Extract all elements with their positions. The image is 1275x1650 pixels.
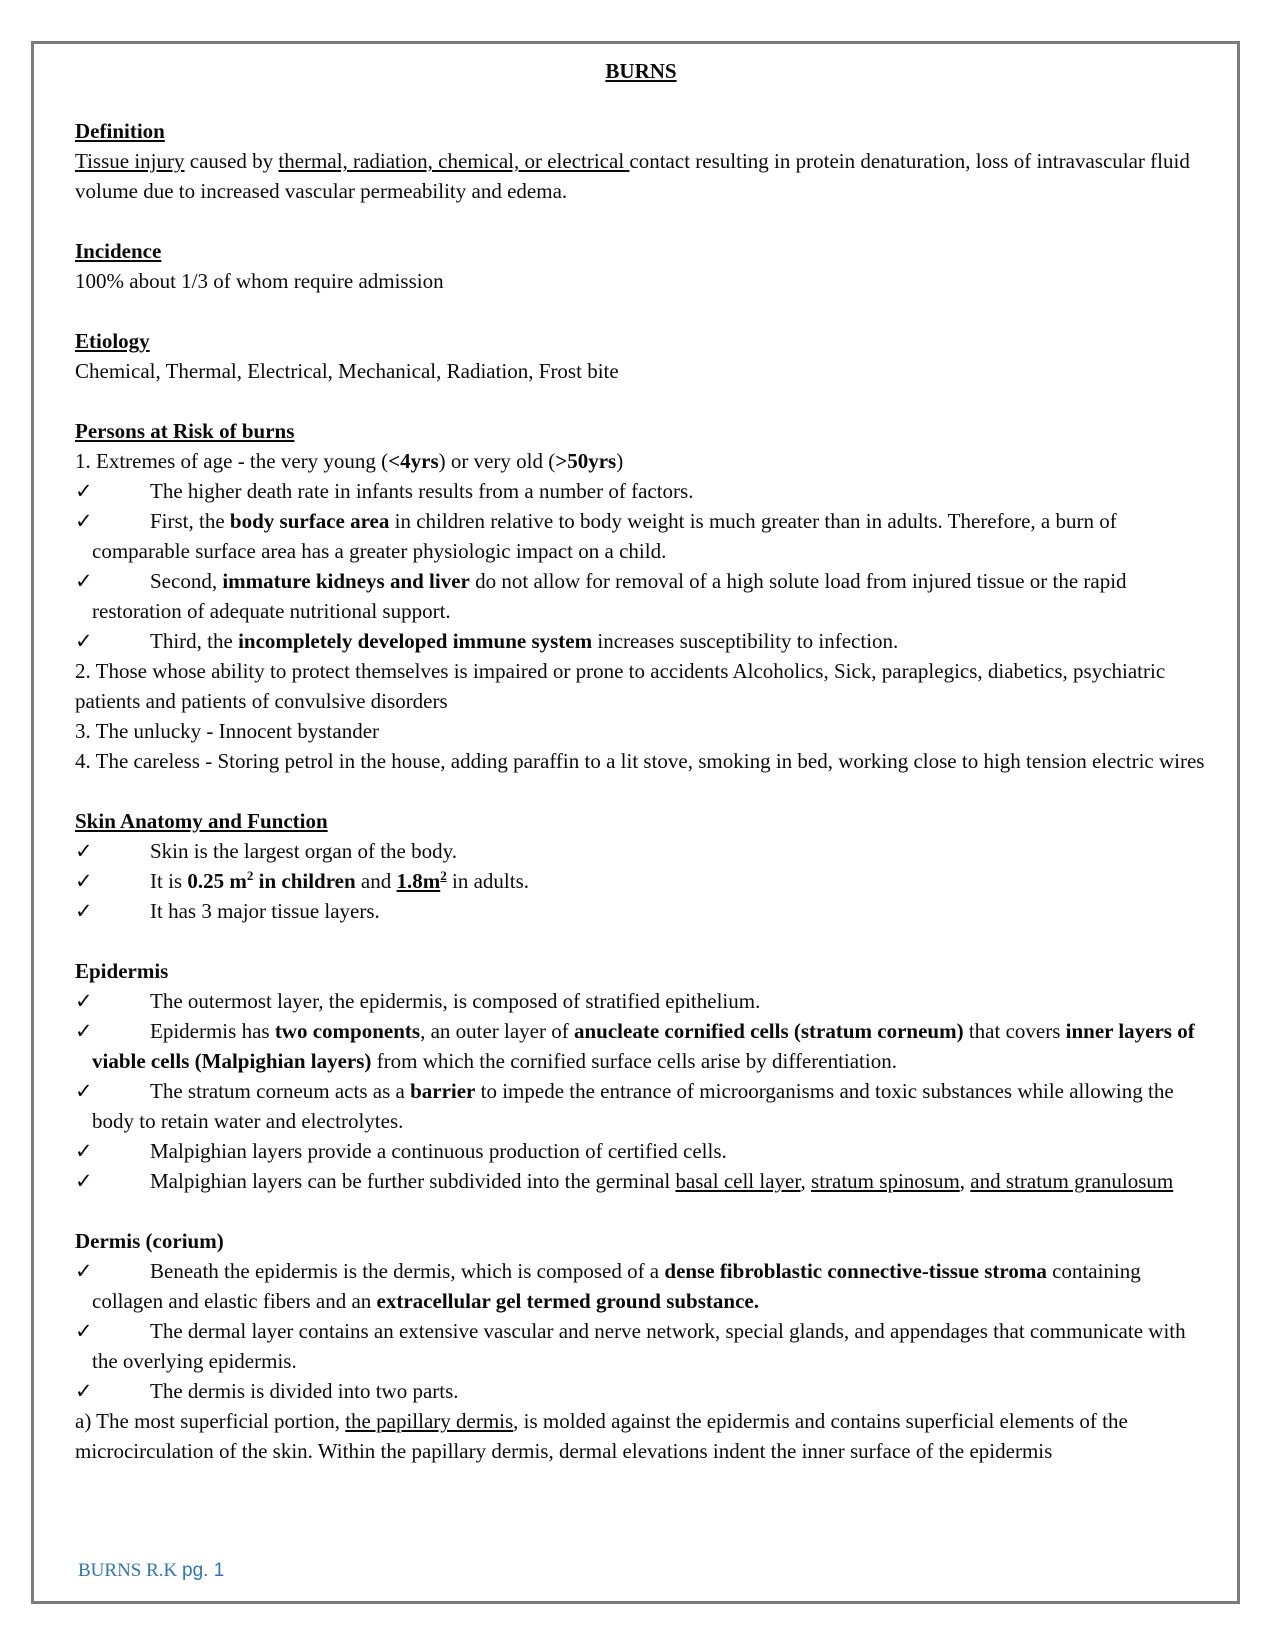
text-run: 4. The careless - Storing petrol in the house, adding paraffin to a lit stove, smoking in bed, working close to high tension electric wires	[75, 749, 1205, 773]
text-run: and	[355, 869, 397, 893]
checkmark-icon: ✓	[75, 1259, 93, 1283]
checkmark-icon: ✓	[75, 509, 93, 533]
text-run: Third, the	[150, 629, 239, 653]
text-run: basal cell layer	[675, 1169, 801, 1193]
bullet-item	[75, 506, 1207, 566]
blank-line	[75, 776, 1207, 806]
text-run: in adults.	[446, 869, 530, 893]
text-run: , is molded against the epidermis and contains superficial elements of the microcirculation of the skin. Within the papillary dermis, dermal elevations indent the inner surface of the epidermis	[75, 1409, 1134, 1463]
text-run: caused by	[184, 149, 279, 173]
text-run: containing collagen and elastic fibers and an	[92, 1259, 1146, 1313]
text-run: a) The most superficial portion,	[75, 1409, 346, 1433]
footer-page-number: pg. 1	[182, 1560, 225, 1581]
text-run: Epidermis has	[150, 1019, 275, 1043]
document-page	[31, 41, 1240, 1604]
checkmark-icon: ✓	[75, 629, 93, 653]
text-run: 2	[440, 868, 447, 883]
bullet-item	[75, 836, 1207, 866]
text-run: thermal, radiation, chemical, or electrical	[278, 149, 630, 173]
blank-line	[75, 1196, 1207, 1226]
text-run: Malpighian layers provide a continuous production of certified cells.	[150, 1139, 727, 1163]
text-run: 3. The unlucky - Innocent bystander	[75, 719, 380, 743]
footer-source-text: BURNS R.K	[78, 1560, 182, 1581]
bullet-item	[75, 1076, 1207, 1136]
text-run: contact resulting in protein denaturation, loss of intravascular fluid volume due to increased vascular permeability and edema.	[75, 149, 1196, 203]
section-heading-etiology: Etiology	[75, 329, 150, 353]
text-run: Skin is the largest organ of the body.	[150, 839, 457, 863]
section-heading-skin-anatomy: Skin Anatomy and Function	[75, 809, 328, 833]
text-run: , an outer layer of	[420, 1019, 574, 1043]
checkmark-icon: ✓	[75, 479, 93, 503]
checkmark-icon: ✓	[75, 869, 93, 893]
bullet-item	[75, 476, 1207, 506]
text-run: in children	[253, 869, 356, 893]
document-body	[34, 44, 1237, 1466]
text-run: ) or very old (	[438, 449, 556, 473]
text-run: The dermal layer contains an extensive vascular and nerve network, special glands, and appendages that communicate with the overlying epidermis.	[92, 1319, 1191, 1373]
paragraph	[75, 356, 1207, 386]
text-run: 0.25 m	[187, 869, 247, 893]
text-run: The stratum corneum acts as a	[150, 1079, 411, 1103]
checkmark-icon: ✓	[75, 1379, 93, 1403]
bullet-item	[75, 896, 1207, 926]
blank-line	[75, 206, 1207, 236]
text-run: and stratum granulosum	[970, 1169, 1174, 1193]
bullet-item	[75, 1136, 1207, 1166]
bullet-item	[75, 1166, 1207, 1196]
text-run: The dermis is divided into two parts.	[150, 1379, 459, 1403]
blank-line	[75, 386, 1207, 416]
text-run: do not allow for removal of a high solute load from injured tissue or the rapid restoration of adequate nutritional support.	[92, 569, 1132, 623]
text-run: in children relative to body weight is much greater than in adults. Therefore, a burn of comparable surface area has a greater physiologic impact on a child.	[92, 509, 1133, 563]
text-run: incompletely developed immune system	[238, 629, 593, 653]
paragraph	[75, 656, 1207, 716]
text-run: First, the	[150, 509, 230, 533]
text-run: increases susceptibility to infection.	[592, 629, 899, 653]
paragraph	[75, 746, 1207, 776]
blank-line	[75, 926, 1207, 956]
page-footer	[78, 1559, 224, 1583]
checkmark-icon: ✓	[75, 1079, 93, 1103]
section-heading-dermis: Dermis (corium)	[75, 1229, 224, 1253]
text-run: inner layers of viable cells (Malpighian layers)	[92, 1019, 1200, 1073]
text-run: two components	[274, 1019, 421, 1043]
text-run: 2. Those whose ability to protect themselves is impaired or prone to accidents Alcoholics, Sick, paraplegics, diabetics, psychiatric patients and patients of convulsive disorders	[75, 659, 1171, 713]
text-run: >50yrs	[555, 449, 617, 473]
text-run: barrier	[410, 1079, 476, 1103]
paragraph	[75, 1406, 1207, 1466]
text-run: ,	[959, 1169, 971, 1193]
checkmark-icon: ✓	[75, 839, 93, 863]
text-run: from which the cornified surface cells arise by differentiation.	[371, 1049, 897, 1073]
bullet-item	[75, 626, 1207, 656]
text-run: 1. Extremes of age - the very young (	[75, 449, 389, 473]
blank-line	[75, 296, 1207, 326]
document-content	[75, 86, 1207, 1466]
text-run: Malpighian layers can be further subdivided into the germinal	[150, 1169, 676, 1193]
text-run: immature kidneys and liver	[222, 569, 470, 593]
checkmark-icon: ✓	[75, 1019, 93, 1043]
bullet-item	[75, 1256, 1207, 1316]
bullet-item	[75, 1316, 1207, 1376]
text-run: the papillary dermis	[345, 1409, 514, 1433]
checkmark-icon: ✓	[75, 1139, 93, 1163]
text-run: The higher death rate in infants results from a number of factors.	[150, 479, 694, 503]
text-run: Tissue injury	[75, 149, 185, 173]
text-run: 2	[246, 868, 254, 883]
text-run: 100% about 1/3 of whom require admission	[75, 269, 444, 293]
text-run: Beneath the epidermis is the dermis, which is composed of a	[150, 1259, 665, 1283]
checkmark-icon: ✓	[75, 1169, 93, 1193]
section-heading-epidermis: Epidermis	[75, 959, 169, 983]
text-run: anucleate cornified cells (stratum corneum)	[574, 1019, 964, 1043]
text-run: extracellular gel termed ground substance.	[376, 1289, 759, 1313]
checkmark-icon: ✓	[75, 1319, 93, 1343]
bullet-item	[75, 866, 1207, 896]
text-run: Chemical, Thermal, Electrical, Mechanical, Radiation, Frost bite	[75, 359, 619, 383]
document-title: BURNS	[605, 59, 677, 83]
bullet-item	[75, 566, 1207, 626]
bullet-item	[75, 1016, 1207, 1076]
blank-line	[75, 86, 1207, 116]
paragraph	[75, 146, 1207, 206]
section-heading-persons-at-risk: Persons at Risk of burns	[75, 419, 295, 443]
paragraph	[75, 446, 1207, 476]
text-run: The outermost layer, the epidermis, is composed of stratified epithelium.	[150, 989, 761, 1013]
text-run: that covers	[963, 1019, 1066, 1043]
checkmark-icon: ✓	[75, 989, 93, 1013]
text-run: It has 3 major tissue layers.	[150, 899, 380, 923]
paragraph	[75, 266, 1207, 296]
bullet-item	[75, 986, 1207, 1016]
section-heading-definition: Definition	[75, 119, 165, 143]
text-run: <4yrs	[388, 449, 439, 473]
text-run: dense fibroblastic connective-tissue stroma	[664, 1259, 1047, 1283]
text-run: Second,	[150, 569, 223, 593]
checkmark-icon: ✓	[75, 569, 93, 593]
text-run: to impede the entrance of microorganisms and toxic substances while allowing the body to retain water and electrolytes.	[92, 1079, 1179, 1133]
bullet-item	[75, 1376, 1207, 1406]
text-run: body surface area	[229, 509, 390, 533]
text-run: ,	[800, 1169, 812, 1193]
text-run: 1.8m	[396, 869, 441, 893]
text-run: stratum spinosum	[811, 1169, 960, 1193]
text-run: It is	[150, 869, 188, 893]
text-run: )	[616, 449, 624, 473]
checkmark-icon: ✓	[75, 899, 93, 923]
paragraph	[75, 716, 1207, 746]
section-heading-incidence: Incidence	[75, 239, 162, 263]
